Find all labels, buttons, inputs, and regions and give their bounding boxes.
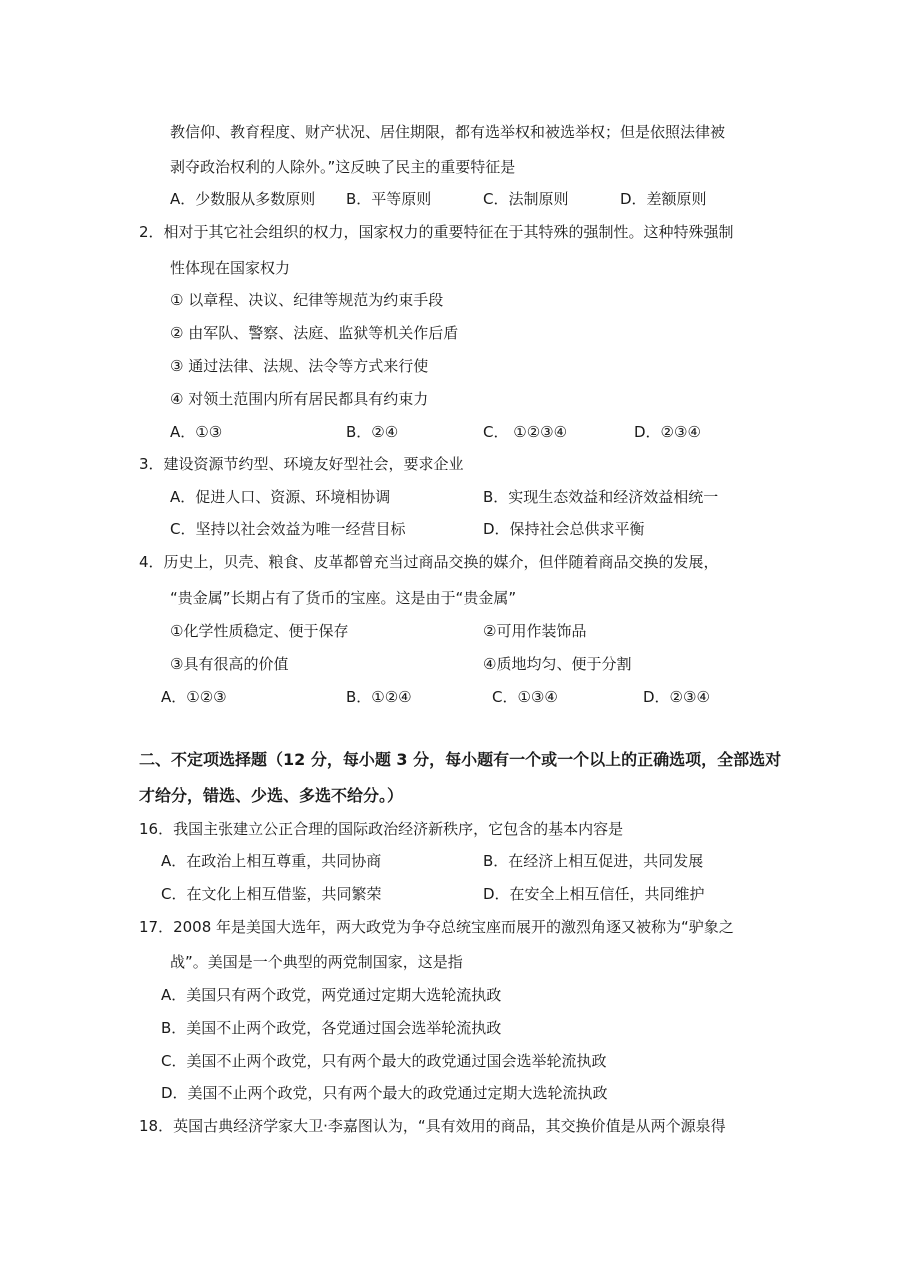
q17-option-c: C．美国不止两个政党，只有两个最大的政党通过国会选举轮流执政 (161, 1052, 607, 1070)
q2-stem-line2: 性体现在国家权力 (170, 259, 291, 277)
q2-option-d: D．②③④ (634, 423, 701, 441)
q2-item-1: ① 以章程、决议、纪律等规范为约束手段 (170, 291, 444, 309)
q2-option-a: A．①③ (170, 423, 223, 441)
q17-option-b: B．美国不止两个政党，各党通过国会选举轮流执政 (161, 1019, 502, 1037)
q1-stem-line2: 剥夺政治权利的人除外。”这反映了民主的重要特征是 (170, 158, 516, 176)
q1-option-d: D．差额原则 (620, 190, 707, 208)
q3-option-d: D．保持社会总供求平衡 (483, 520, 645, 538)
q4-item-2: ②可用作装饰品 (483, 622, 587, 640)
q2-option-c: C． ①②③④ (483, 423, 568, 441)
q17-option-a: A．美国只有两个政党，两党通过定期大选轮流执政 (161, 986, 502, 1004)
q17-option-d: D．美国不止两个政党，只有两个最大的政党通过定期大选轮流执政 (161, 1084, 608, 1102)
q4-stem-line2: “贵金属”长期占有了货币的宝座。这是由于“贵金属” (170, 589, 517, 607)
q1-option-a: A．少数服从多数原则 (170, 190, 316, 208)
q1-option-b: B．平等原则 (346, 190, 432, 208)
section-heading-line2: 才给分，错选、少选、多选不给分。） (139, 786, 404, 805)
q4-option-a: A．①②③ (161, 688, 227, 706)
q3-option-c: C．坚持以社会效益为唯一经营目标 (170, 520, 406, 538)
q4-item-1: ①化学性质稳定、便于保存 (170, 622, 349, 640)
q16-option-a: A．在政治上相互尊重，共同协商 (161, 852, 382, 870)
q16-option-b: B．在经济上相互促进，共同发展 (483, 852, 704, 870)
q1-stem-line1: 教信仰、教育程度、财产状况、居住期限，都有选举权和被选举权；但是依照法律被 (170, 123, 726, 141)
q2-item-3: ③ 通过法律、法规、法令等方式来行使 (170, 357, 429, 375)
q3-option-a: A．促进人口、资源、环境相协调 (170, 488, 391, 506)
q16-option-d: D．在安全上相互信任，共同维护 (483, 885, 705, 903)
q17-stem-line2: 战”。美国是一个典型的两党制国家，这是指 (170, 953, 463, 971)
section-heading-line1: 二、不定项选择题（12 分，每小题 3 分，每小题有一个或一个以上的正确选项，全部选对 (139, 750, 782, 769)
q2-item-4: ④ 对领土范围内所有居民都具有约束力 (170, 390, 429, 408)
q17-stem-line1: 17．2008 年是美国大选年，两大政党为争夺总统宝座而展开的激烈角逐又被称为“驴象之 (139, 918, 734, 936)
q3-option-b: B．实现生态效益和经济效益相统一 (483, 488, 719, 506)
q2-option-b: B．②④ (346, 423, 399, 441)
q4-stem-line1: 4．历史上，贝壳、粮食、皮革都曾充当过商品交换的媒介，但伴随着商品交换的发展， (139, 553, 719, 571)
q4-option-b: B．①②④ (346, 688, 412, 706)
q4-option-c: C．①③④ (492, 688, 558, 706)
q2-item-2: ② 由军队、警察、法庭、监狱等机关作后盾 (170, 324, 459, 342)
q18-stem: 18．英国古典经济学家大卫·李嘉图认为，“具有效用的商品，其交换价值是从两个源泉得 (139, 1117, 726, 1135)
q2-stem-line1: 2．相对于其它社会组织的权力，国家权力的重要特征在于其特殊的强制性。这种特殊强制 (139, 223, 734, 241)
q16-option-c: C．在文化上相互借鉴，共同繁荣 (161, 885, 382, 903)
q1-option-c: C．法制原则 (483, 190, 569, 208)
q16-stem: 16．我国主张建立公正合理的国际政治经济新秩序，它包含的基本内容是 (139, 820, 624, 838)
q4-item-4: ④质地均匀、便于分割 (483, 655, 632, 673)
q4-option-d: D．②③④ (643, 688, 710, 706)
q4-item-3: ③具有很高的价值 (170, 655, 289, 673)
q3-stem: 3．建设资源节约型、环境友好型社会，要求企业 (139, 455, 464, 473)
